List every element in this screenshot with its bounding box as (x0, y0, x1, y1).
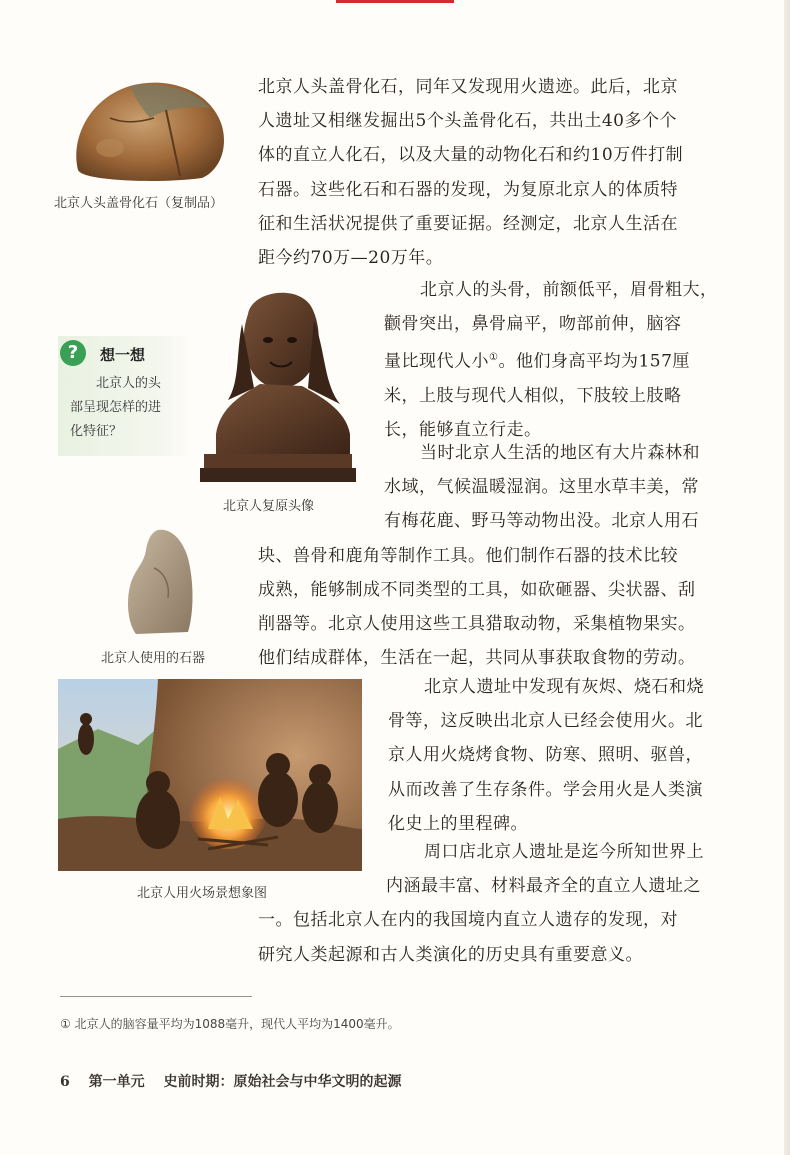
text-line: 削器等。北京人使用这些工具猎取动物，采集植物果实。 (258, 614, 696, 635)
think-line: 化特征？ (70, 424, 123, 439)
think-line: 北京人的头 (96, 376, 162, 391)
skull-fossil-image (70, 78, 226, 184)
text-line: 块、兽骨和鹿角等制作工具。他们制作石器的技术比较 (258, 545, 678, 566)
text-line: 一。包括北京人在内的我国境内直立人遗存的发现，对 (258, 910, 678, 931)
stone-tool-caption: 北京人使用的石器 (101, 651, 206, 666)
text-line: 从而改善了生存条件。学会用火是人类演 (388, 779, 703, 800)
text-line: 他们结成群体，生活在一起，共同从事获取食物的劳动。 (258, 648, 696, 669)
paragraph-5 (258, 835, 704, 972)
top-accent-bar (336, 0, 454, 3)
text-line: 北京人遗址中发现有灰烬、烧石和烧 (424, 677, 704, 697)
footnote-divider (60, 996, 252, 997)
paragraph-3 (258, 436, 700, 675)
paragraph-2 (384, 273, 718, 448)
bust-caption: 北京人复原头像 (223, 499, 315, 514)
text-fragment: 。他们身高平均为157厘 (498, 352, 690, 373)
page-edge-shadow (784, 0, 790, 1155)
question-icon: ? (60, 340, 86, 366)
text-line: 北京人头盖骨化石，同年又发现用火遗迹。此后，北京 (258, 77, 678, 97)
text-line: 有梅花鹿、野马等动物出没。北京人用石 (384, 511, 699, 532)
footnote-marker[interactable]: ① (489, 352, 499, 364)
text-line: 周口店北京人遗址是迄今所知世界上 (424, 842, 704, 862)
text-line: 体的直立人化石，以及大量的动物化石和约10万件打制 (258, 145, 684, 166)
think-line: 部呈现怎样的进 (70, 400, 162, 415)
text-line: 米，上肢与现代人相似，下肢较上肢略 (384, 386, 682, 407)
think-box (58, 336, 190, 456)
footnote: ① 北京人的脑容量平均为1088毫升，现代人平均为1400毫升。 (60, 1017, 400, 1031)
text-line: 骨等，这反映出北京人已经会使用火。北 (388, 711, 703, 732)
unit-title: 史前时期：原始社会与中华文明的起源 (163, 1074, 402, 1090)
skull-caption: 北京人头盖骨化石（复制品） (54, 196, 224, 211)
text-fragment: 量比现代人小 (384, 352, 489, 373)
text-line: 人遗址又相继发掘出5个头盖骨化石，共出土40多个个 (258, 111, 677, 132)
text-line: 石器。这些化石和石器的发现，为复原北京人的体质特 (258, 179, 678, 200)
text-line: 水域，气候温暖湿润。这里水草丰美，常 (384, 477, 699, 498)
text-line: 化史上的里程碑。 (388, 813, 528, 834)
text-line: 征和生活状况提供了重要证据。经测定，北京人生活在 (258, 213, 678, 234)
unit-label: 第一单元 (88, 1074, 145, 1090)
text-line: 距今约70万—20万年。 (258, 248, 444, 269)
text-line: 颧骨突出，鼻骨扁平，吻部前伸，脑容 (384, 314, 682, 335)
page-number: 6 (60, 1074, 70, 1090)
text-line: 长，能够直立行走。 (384, 420, 542, 441)
text-line: 研究人类起源和古人类演化的历史具有重要意义。 (258, 944, 643, 965)
text-line: 北京人的头骨，前额低平，眉骨粗大， (420, 280, 718, 300)
page-footer (60, 1071, 402, 1091)
fire-scene-caption: 北京人用火场景想象图 (137, 886, 268, 901)
paragraph-1 (258, 70, 683, 275)
text-line (384, 341, 718, 379)
stone-tool-image (124, 528, 196, 636)
think-question (70, 372, 161, 444)
text-line: 成熟，能够制成不同类型的工具，如砍砸器、尖状器、刮 (258, 579, 696, 600)
text-line: 京人用火烧烤食物、防寒、照明、驱兽， (388, 745, 703, 766)
text-line: 当时北京人生活的地区有大片森林和 (420, 443, 700, 463)
paragraph-4 (388, 670, 704, 841)
think-title: 想一想 (100, 346, 146, 364)
text-line: 内涵最丰富、材料最齐全的直立人遗址之 (386, 876, 701, 897)
